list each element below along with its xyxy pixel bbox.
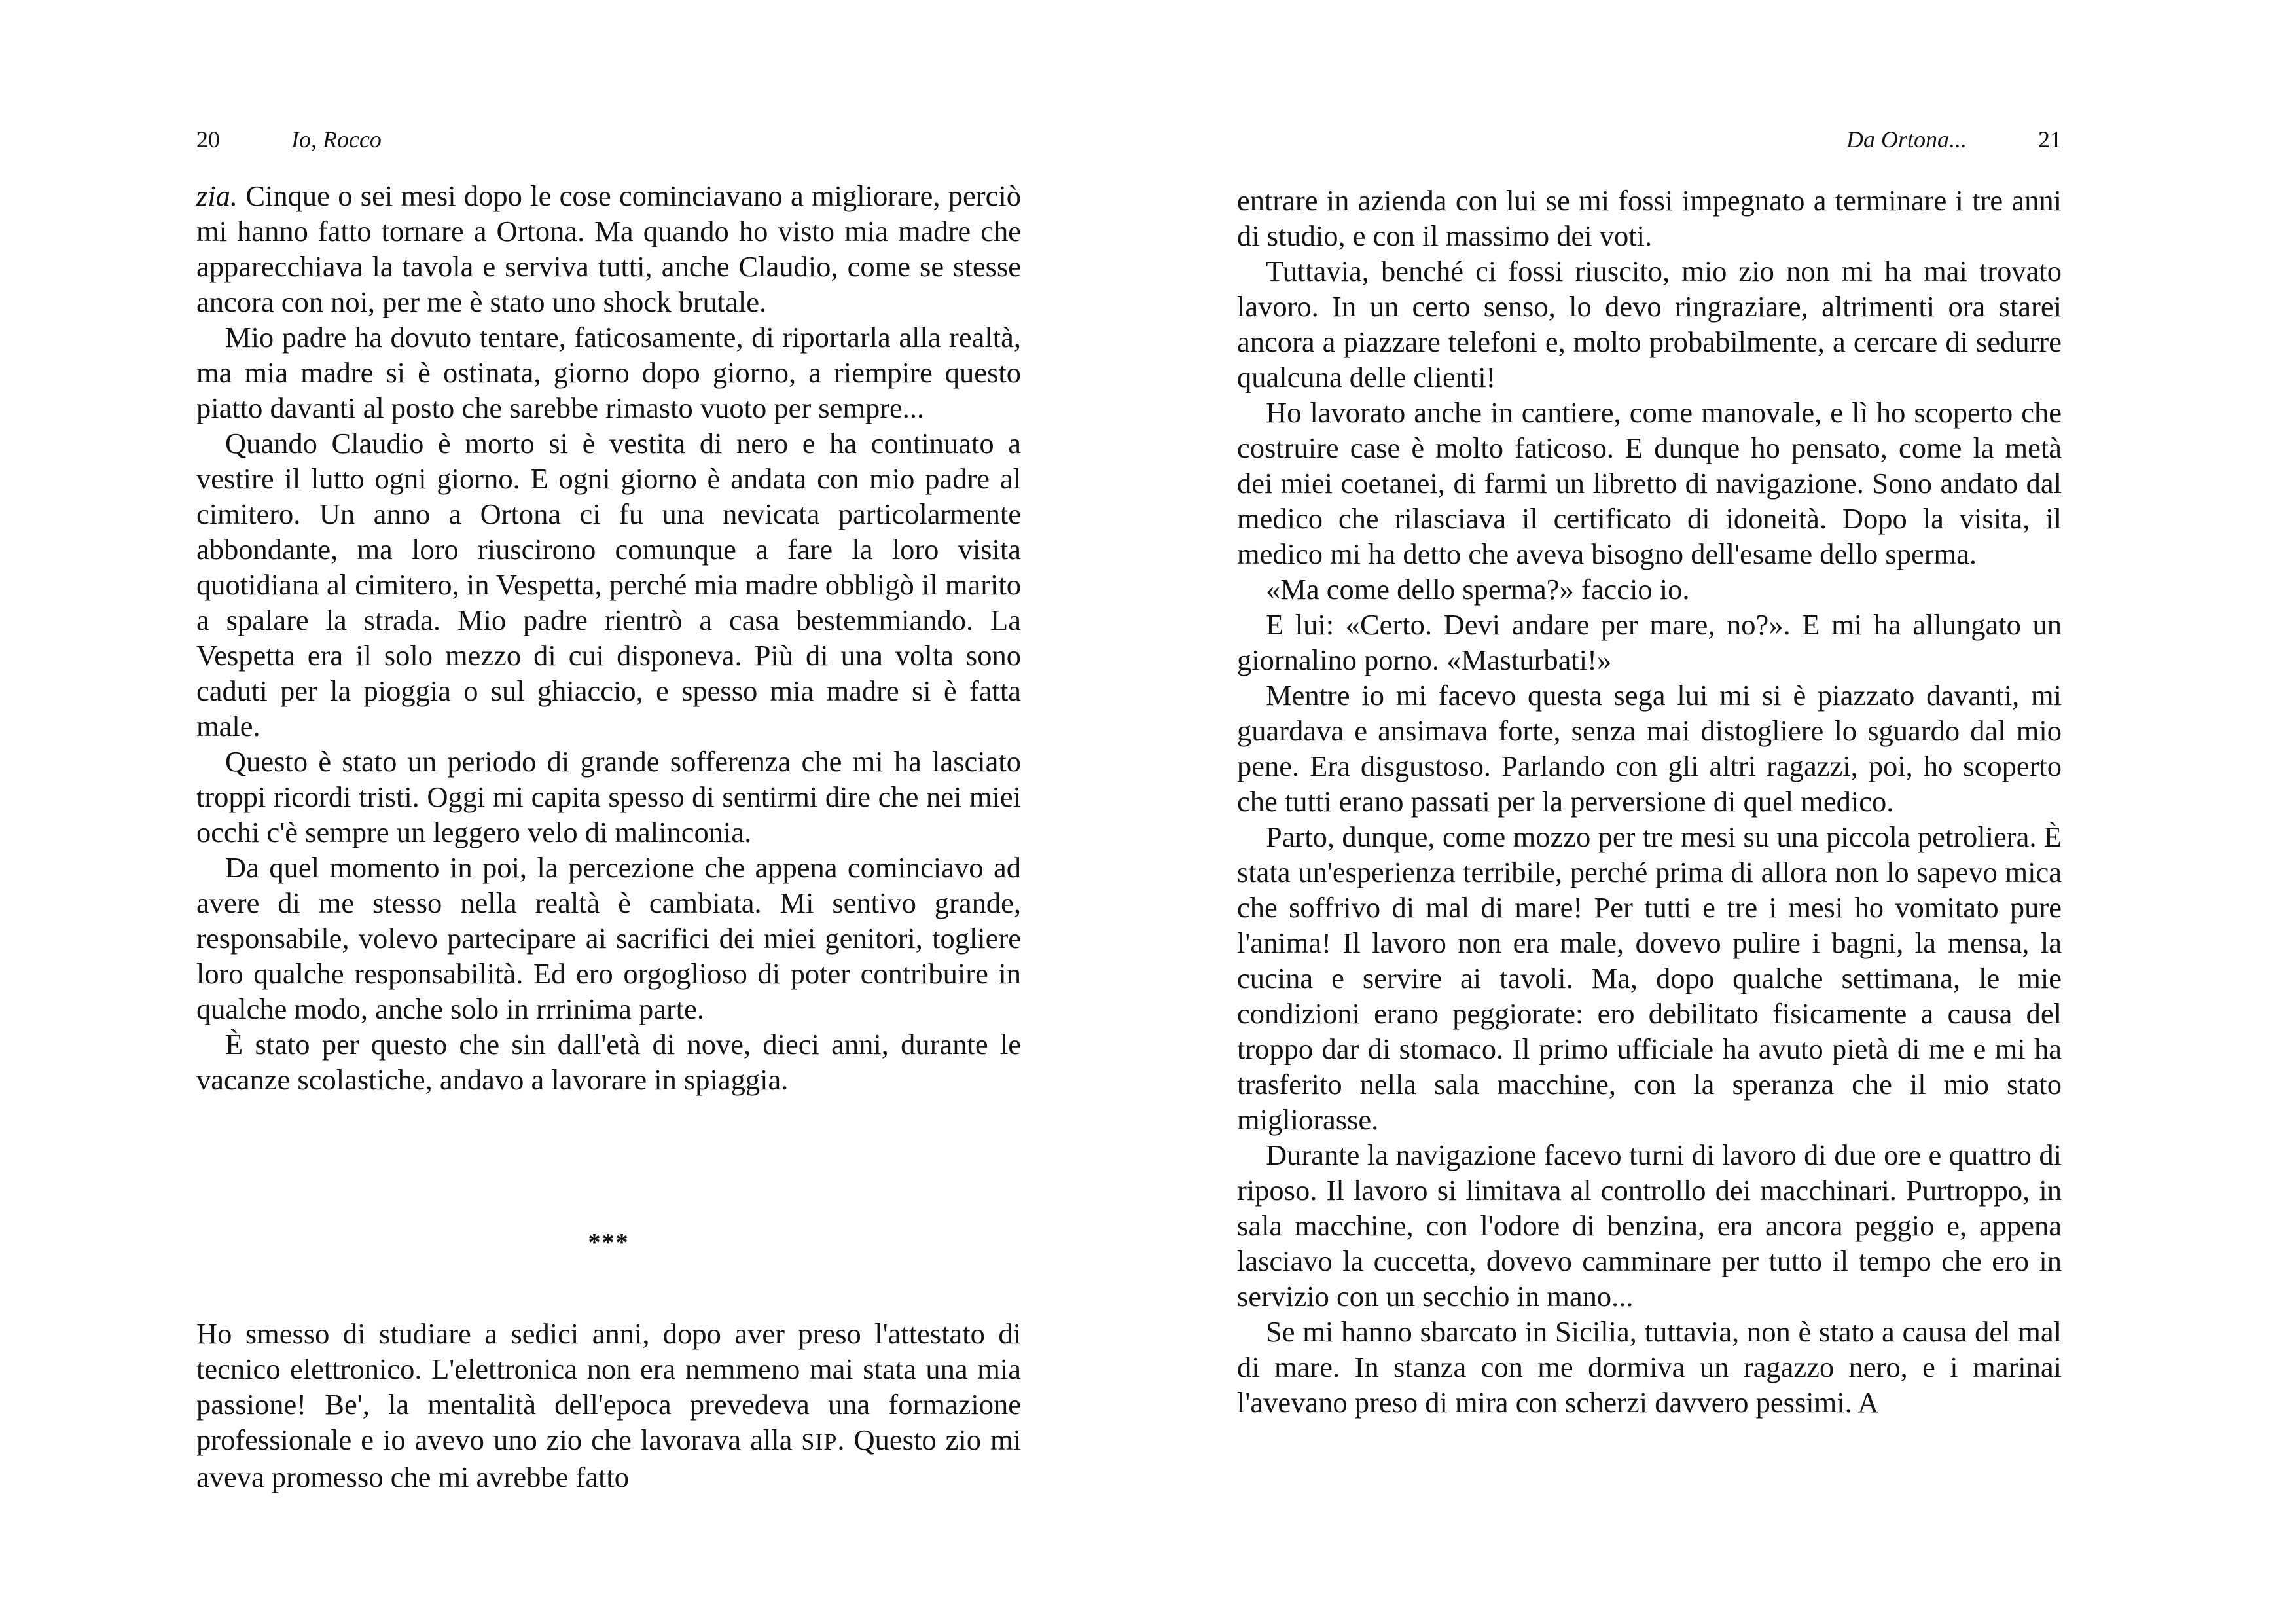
- right-paragraph-3: «Ma come dello sperma?» faccio io.: [1266, 573, 1690, 606]
- opening-text: Cinque o sei mesi dopo le cose cominciavano a migliorare, perciò mi hanno fatto tornare a Ortona. Ma quando ho visto mia madre che apparecchiava la tavola e serviva tutti, anche Claudio, come se stesse ancora con noi, per me è stato uno shock brutale.: [196, 179, 1021, 318]
- left-paragraph-5: È stato per questo che sin dall'età di nove, dieci anni, durante le vacanze scolastiche, andavo a lavorare in spiaggia.: [196, 1028, 1021, 1096]
- right-paragraph-2: Ho lavorato anche in cantiere, come manovale, e lì ho scoperto che costruire case è molto faticoso. E dunque ho pensato, come la metà dei miei coetanei, di farmi un libretto di navigazione. Sono andato dal medico che rilasciava il certificato di idoneità. Dopo la visita, il medico mi ha detto che aveva bisogno dell'esame dello sperma.: [1237, 396, 2062, 570]
- left-running-head: [196, 120, 1021, 159]
- right-running-head: [1237, 120, 2062, 159]
- left-running-title: Io, Rocco: [291, 126, 382, 153]
- left-page: [196, 0, 1021, 1623]
- right-paragraph-8: Se mi hanno sbarcato in Sicilia, tuttavia, non è stato a causa del mal di mare. In stanza con me dormiva un ragazzo nero, e i marinai l'avevano preso di mira con scherzi davvero pessimi. A: [1237, 1315, 2062, 1419]
- right-paragraph-5: Mentre io mi facevo questa sega lui mi si è piazzato davanti, mi guardava e ansimava forte, senza mai distogliere lo sguardo dal mio pene. Era disgustoso. Parlando con gli altri ragazzi, poi, ho scoperto che tutti erano passati per la perversione di quel medico.: [1237, 679, 2062, 818]
- left-paragraph-1: Mio padre ha dovuto tentare, faticosamente, di riportarla alla realtà, ma mia madre si è ostinata, giorno dopo giorno, a riempire questo piatto davanti al posto che sarebbe rimasto vuoto per sempre...: [196, 321, 1021, 424]
- left-body-text: [196, 178, 1021, 1097]
- left-paragraph-4: Da quel momento in poi, la percezione che appena cominciavo ad avere di me stesso nella realtà è cambiata. Mi sentivo grande, responsabile, volevo partecipare ai sacrifici dei miei genitori, togliere loro qualche responsabilità. Ed ero orgoglioso di poter contribuire in qualche modo, anche solo in rrrinima parte.: [196, 851, 1021, 1025]
- opening-italic-word: zia.: [196, 179, 238, 212]
- right-page-number: 21: [2038, 126, 2062, 153]
- right-paragraph-1: Tuttavia, benché ci fossi riuscito, mio zio non mi ha mai trovato lavoro. In un certo senso, lo devo ringraziare, altrimenti ora starei ancora a piazzare telefoni e, molto probabilmente, a cercare di sedurre qualcuna delle clienti!: [1237, 255, 2062, 393]
- left-opening-paragraph: [196, 178, 1021, 319]
- section-end-text: . Questo zio mi aveva promesso che mi avrebbe fatto: [196, 1423, 1021, 1493]
- right-page: [1237, 0, 2062, 1623]
- right-paragraph-6: Parto, dunque, come mozzo per tre mesi su una piccola petroliera. È stata un'esperienza terribile, perché prima di allora non lo sapevo mica che soffrivo di mal di mare! Per tutti e tre i mesi ho vomitato pure l'anima! Il lavoro non era male, dovevo pulire i bagni, la mensa, la cucina e servire ai tavoli. Ma, dopo qualche settimana, le mie condizioni erano peggiorate: ero debilitato fisicamente a causa del troppo dar di stomaco. Il primo ufficiale ha avuto pietà di me e mi ha trasferito nella sala macchine, con la speranza che il mio stato migliorasse.: [1237, 820, 2062, 1136]
- right-continuation-paragraph: entrare in azienda con lui se mi fossi impegnato a terminare i tre anni di studio, e con il massimo dei voti.: [1237, 184, 2062, 252]
- right-paragraph-7: Durante la navigazione facevo turni di lavoro di due ore e quattro di riposo. Il lavoro si limitava al controllo dei macchinari. Purtroppo, in sala macchine, con l'odore di benzina, era ancora peggio e, appena lasciavo la cuccetta, dovevo camminare per tutto il tempo che ero in servizio con un secchio in mano...: [1237, 1139, 2062, 1313]
- right-paragraph-4: E lui: «Certo. Devi andare per mare, no?». E mi ha allungato un giornalino porno. «Masturbati!»: [1237, 608, 2062, 676]
- left-paragraph-3: Questo è stato un periodo di grande sofferenza che mi ha lasciato troppi ricordi tristi. Oggi mi capita spesso di sentirmi dire che nei miei occhi c'è sempre un leggero velo di malinconia.: [196, 745, 1021, 848]
- left-new-section: [196, 1316, 1021, 1495]
- right-running-title: Da Ortona...: [1846, 126, 1967, 153]
- section-start-paragraph: [196, 1316, 1021, 1495]
- left-paragraph-2: Quando Claudio è morto si è vestita di nero e ha continuato a vestire il lutto ogni giorno. E ogni giorno è andata con mio padre al cimitero. Un anno a Ortona ci fu una nevicata particolarmente abbondante, ma loro riuscirono comunque a fare la loro visita quotidiana al cimitero, in Vespetta, perché mia madre obbligò il marito a spalare la strada. Mio padre rientrò a casa bestemmiando. La Vespetta era il solo mezzo di cui disponeva. Più di una volta sono caduti per la pioggia o sul ghiaccio, e spesso mia madre si è fatta male.: [196, 427, 1021, 742]
- section-start-text: Ho smesso di studiare a sedici anni, dopo aver preso l'attestato di tecnico elettronico. L'elettronica non era nemmeno mai stata una mia passione! Be', la mentalità dell'epoca prevedeva una formazione professionale e io avevo uno zio che lavorava alla: [196, 1317, 1021, 1456]
- sip-smallcaps: SIP: [801, 1429, 838, 1455]
- section-separator: ***: [588, 1229, 630, 1256]
- right-body-text: [1237, 183, 2062, 1420]
- left-page-number: 20: [196, 126, 220, 153]
